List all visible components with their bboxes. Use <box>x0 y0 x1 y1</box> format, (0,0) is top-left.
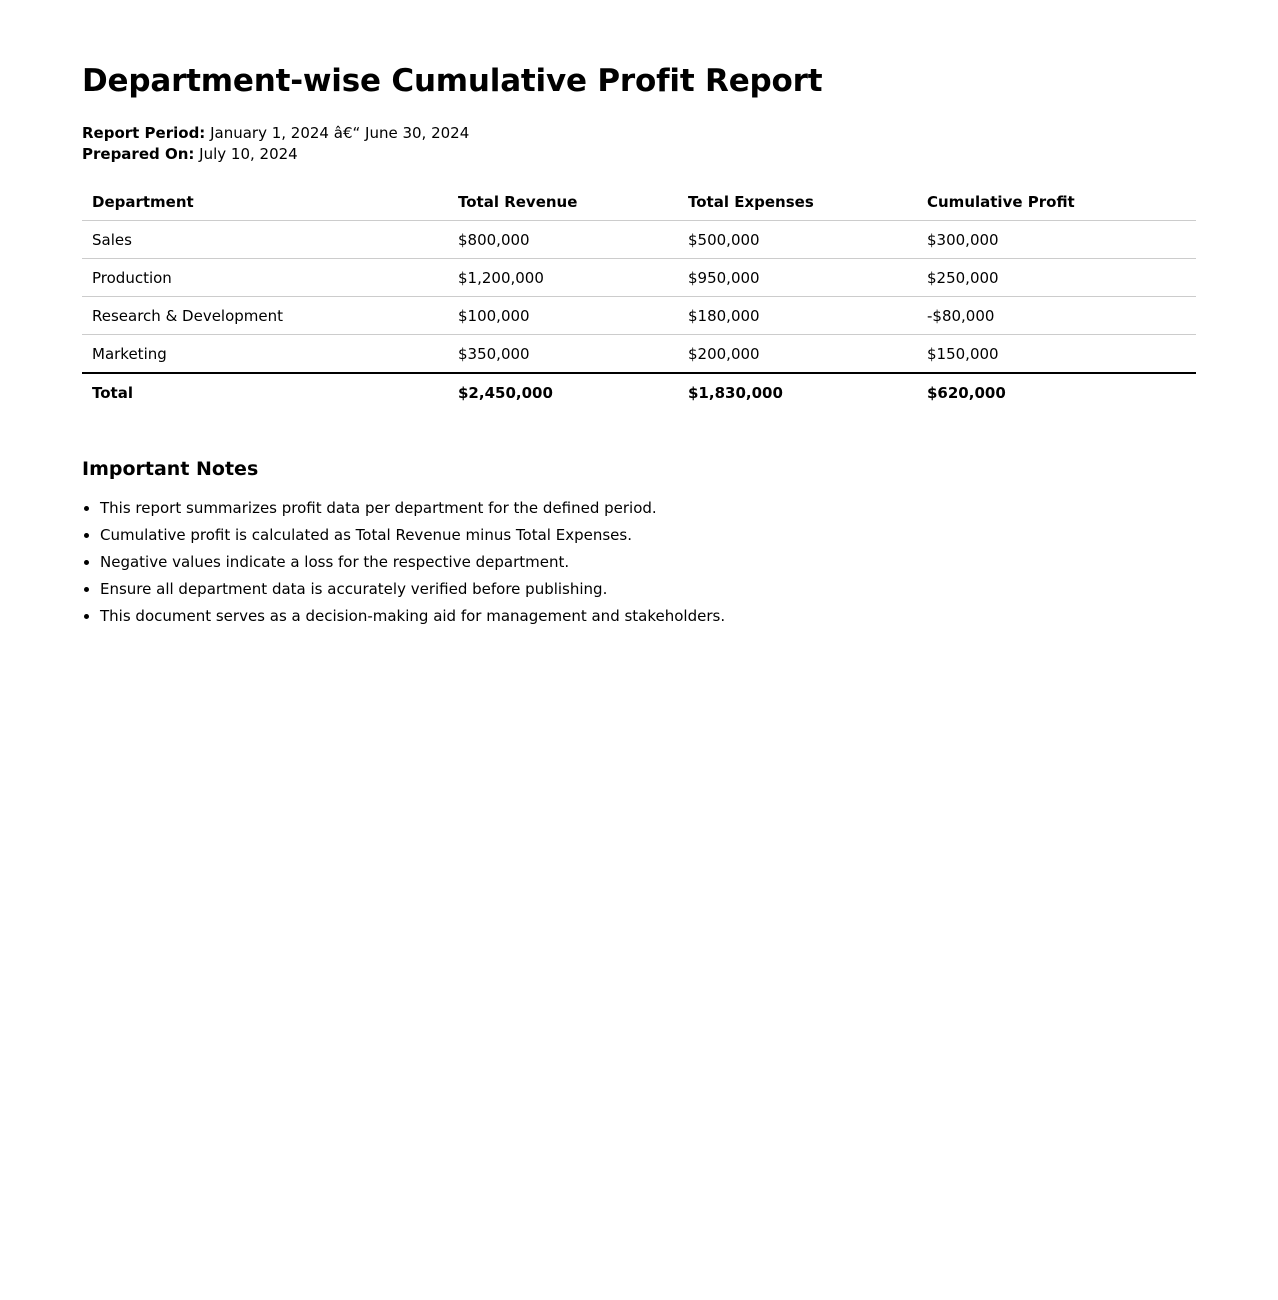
cell-revenue: $100,000 <box>448 297 678 335</box>
cell-revenue: $350,000 <box>458 344 530 363</box>
cell-expenses: $950,000 <box>678 259 917 297</box>
table-total-row <box>82 373 1196 412</box>
cell-profit: $300,000 <box>917 221 1196 259</box>
header-department: Department <box>82 183 448 221</box>
list-item: • This report summarizes profit data per department for the defined period. <box>100 495 1196 522</box>
report-period-value: January 1, 2024 â€“ June 30, 2024 <box>210 124 470 142</box>
header-total-revenue: Total Revenue <box>448 183 678 221</box>
table-row <box>82 259 1196 297</box>
list-item: • Negative values indicate a loss for the respective department. <box>100 549 1196 576</box>
cell-department: Research & Development <box>82 297 448 335</box>
profit-table <box>82 183 1196 412</box>
page-title: Department-wise Cumulative Profit Report <box>82 63 823 99</box>
list-item: • Cumulative profit is calculated as Total Revenue minus Total Expenses. <box>100 522 1196 549</box>
cell-expenses: $200,000 <box>688 344 760 363</box>
prepared-on-label: Prepared On: <box>82 145 195 163</box>
cell-revenue: $800,000 <box>448 221 678 259</box>
table-header-row <box>82 183 1196 221</box>
cell-profit: $150,000 <box>927 344 999 363</box>
report-period-label: Report Period: <box>82 124 206 142</box>
cell-department: Marketing <box>92 344 167 363</box>
report-period-line <box>82 123 1196 144</box>
table-row <box>82 221 1196 259</box>
total-revenue: $2,450,000 <box>448 373 678 412</box>
cell-department: Production <box>82 259 448 297</box>
cell-profit: $250,000 <box>917 259 1196 297</box>
list-item: • Ensure all department data is accurately verified before publishing. <box>100 576 1196 603</box>
header-cumulative-profit: Cumulative Profit <box>917 183 1196 221</box>
notes-title: Important Notes <box>82 458 259 480</box>
total-profit: $620,000 <box>917 373 1196 412</box>
prepared-on-value: July 10, 2024 <box>199 145 298 163</box>
cell-profit: -$80,000 <box>917 297 1196 335</box>
header-total-expenses: Total Expenses <box>678 183 917 221</box>
cell-revenue: $1,200,000 <box>448 259 678 297</box>
cell-expenses: $180,000 <box>678 297 917 335</box>
prepared-on-line <box>82 144 1196 165</box>
notes-list <box>82 495 1196 630</box>
list-item: • This document serves as a decision-making aid for management and stakeholders. <box>100 603 1196 630</box>
table-row <box>82 335 1196 374</box>
report-meta <box>82 123 1196 165</box>
total-label: Total <box>82 373 448 412</box>
table-row <box>82 297 1196 335</box>
total-expenses: $1,830,000 <box>678 373 917 412</box>
cell-department: Sales <box>82 221 448 259</box>
cell-expenses: $500,000 <box>678 221 917 259</box>
